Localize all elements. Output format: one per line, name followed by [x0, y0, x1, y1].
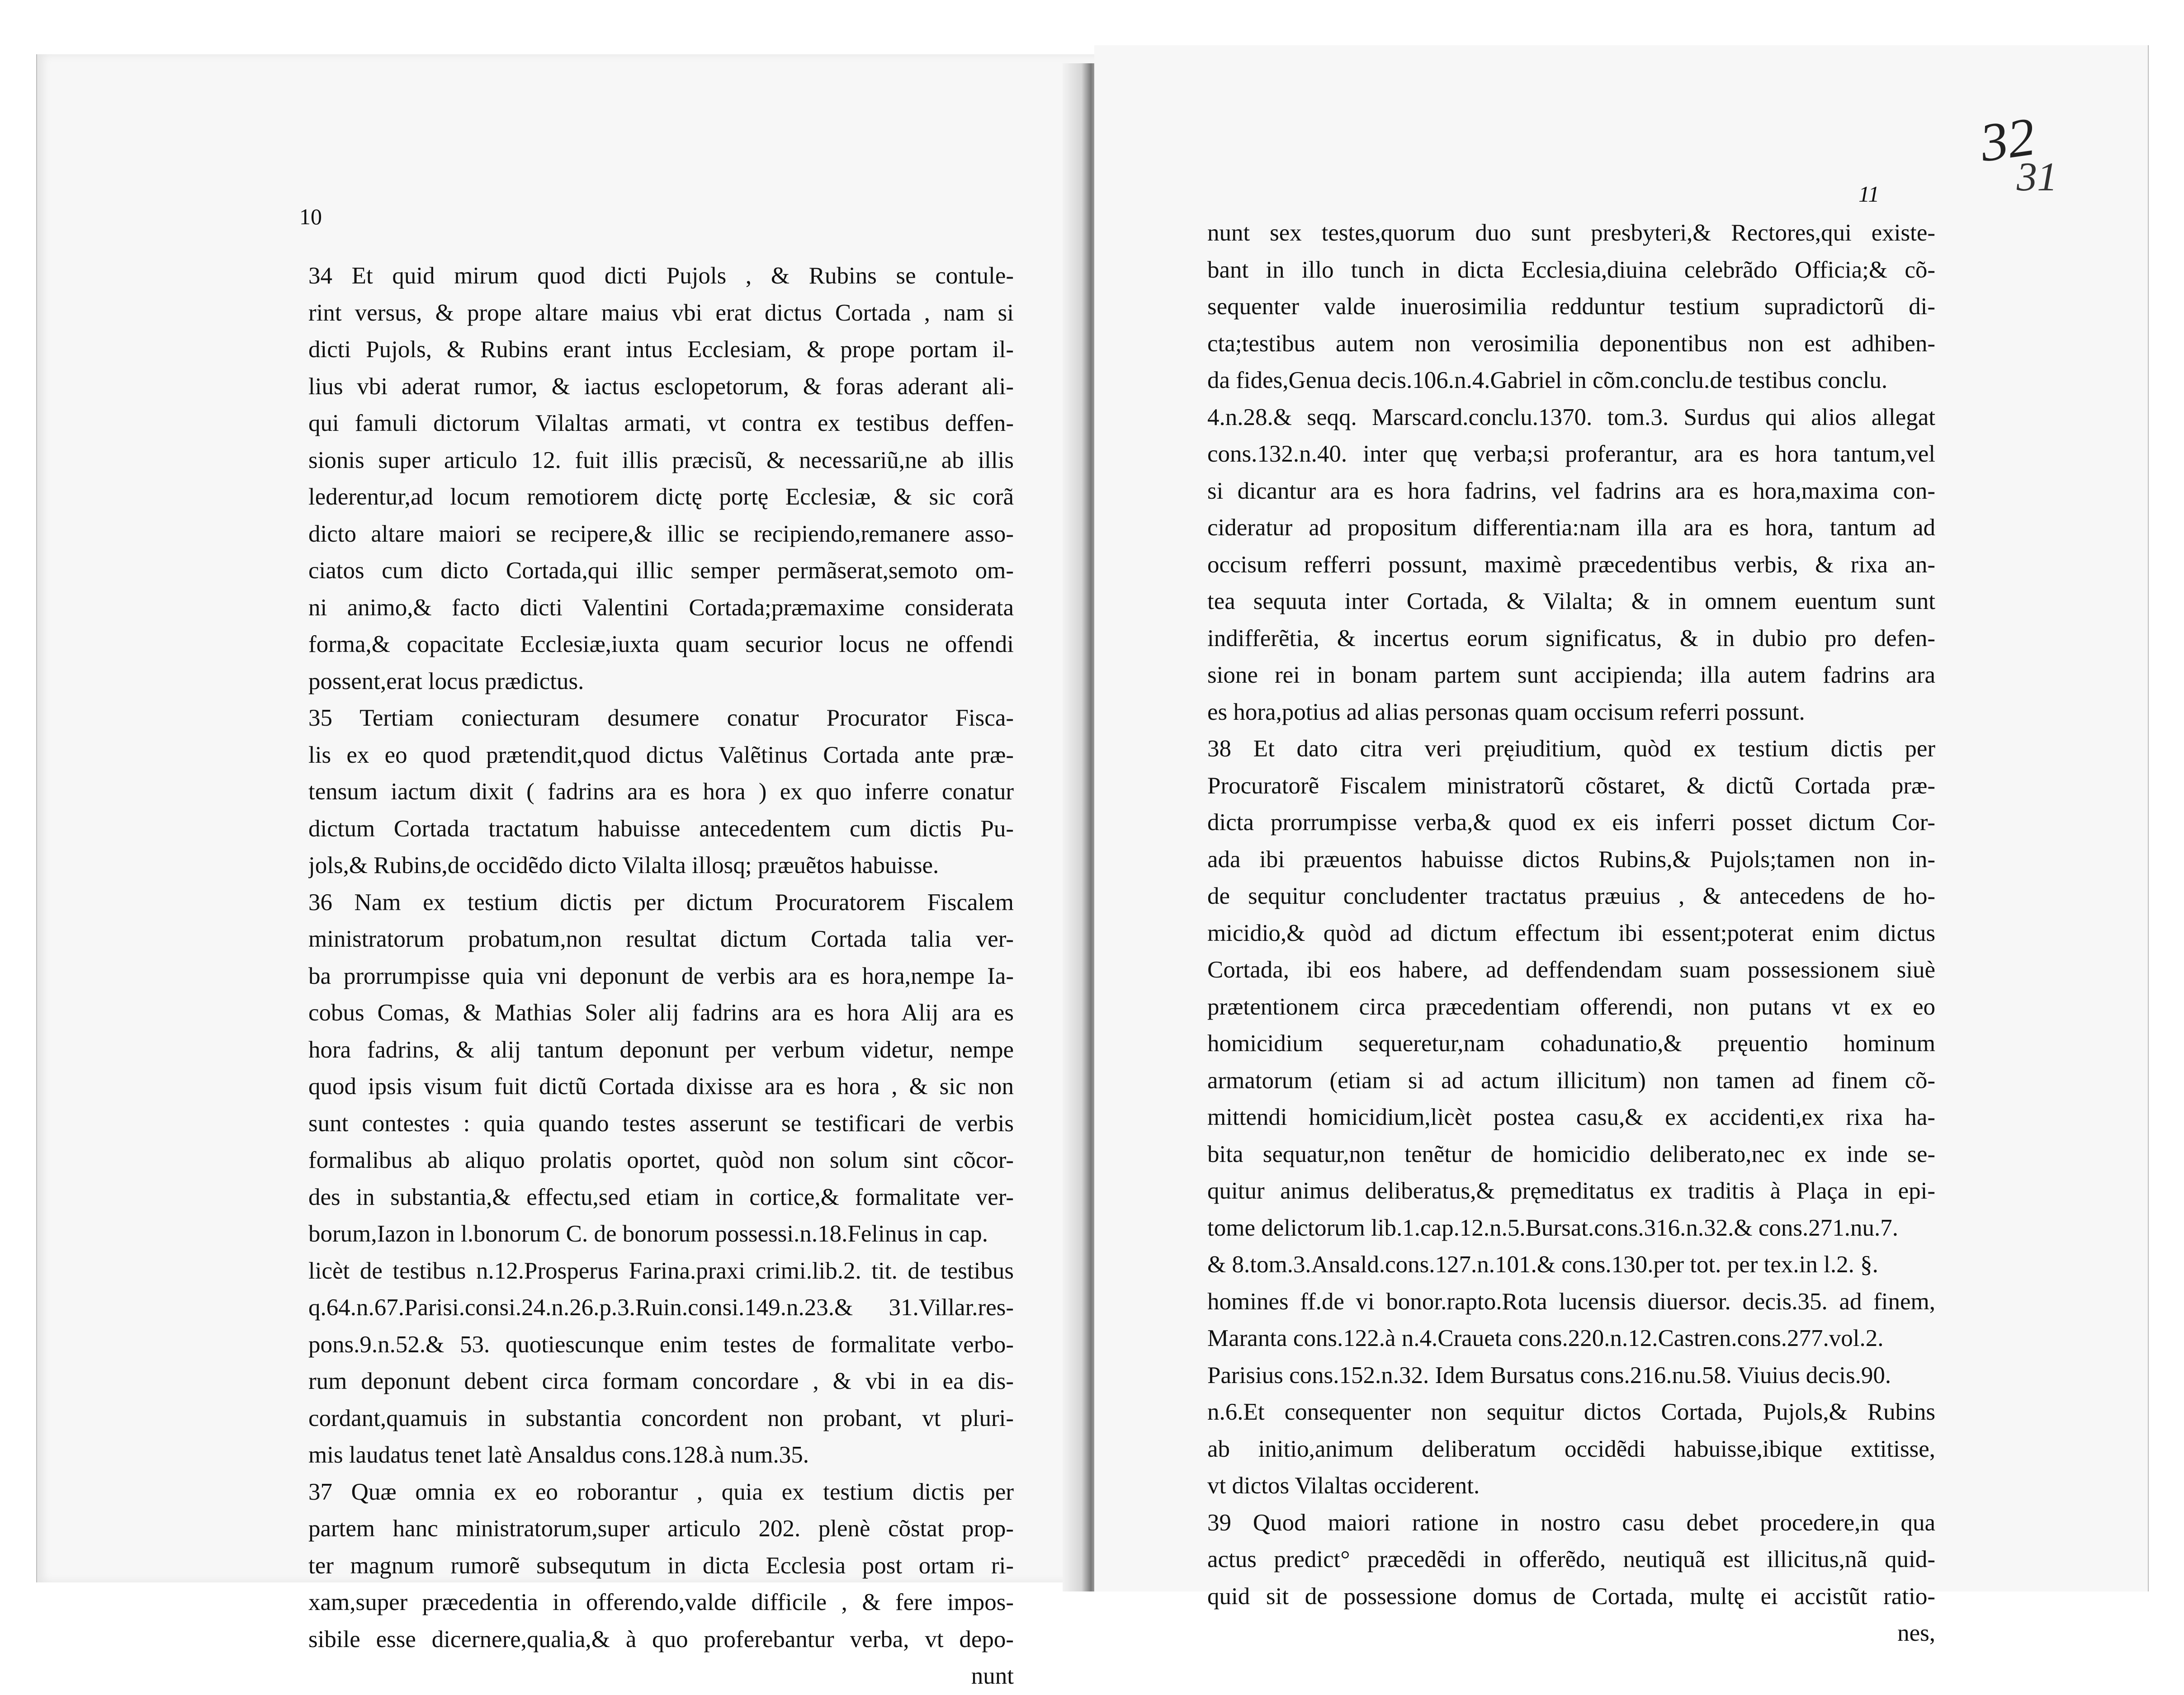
text-line: cons.132.n.40. inter quę verba;si proferantur, ara es hora tantum,vel [1207, 441, 1935, 467]
text-line: Procuratorẽ Fiscalem ministratorũ cõstaret, & dictũ Cortada præ- [1207, 772, 1935, 799]
text-line: homicidium sequeretur,nam cohadunatio,& pręuentio hominum [1207, 1030, 1935, 1057]
text-line: hora fadrins, & alij tantum deponunt per verbum videtur, nempe [308, 1036, 1014, 1063]
text-line: dicto altare maiori se recipere,& illic se recipiendo,remanere asso- [308, 520, 1014, 547]
text-line: homines ff.de vi bonor.rapto.Rota lucensis diuersor. decis.35. ad finem, [1207, 1288, 1935, 1315]
right-page [1094, 45, 2149, 1646]
text-line: forma,& copacitate Ecclesiæ,iuxta quam securior locus ne offendi [308, 631, 1014, 657]
text-line: 36 Nam ex testium dictis per dictum Procuratorem Fiscalem [308, 889, 1014, 916]
text-line: bant in illo tunch in dicta Ecclesia,diuina celebrãdo Officia;& cõ- [1207, 256, 1935, 283]
text-line: cobus Comas, & Mathias Soler alij fadrins ara es hora Alij ara es [308, 1000, 1014, 1026]
text-line: micidio,& quòd ad dictum effectum ibi essent;poterat enim dictus [1207, 920, 1935, 946]
text-line: xam,super præcedentia in offerendo,valde difficile , & fere impos- [308, 1589, 1014, 1615]
text-line: da fides,Genua decis.106.n.4.Gabriel in cõm.conclu.de testibus conclu. [1207, 367, 1888, 393]
text-line: 38 Et dato citra veri pręiuditium, quòd ex testium dictis per [1207, 736, 1935, 762]
text-line: des in substantia,& effectu,sed etiam in cortice,& formalitate ver- [308, 1184, 1014, 1210]
text-line: licèt de testibus n.12.Prosperus Farina.praxi crimi.lib.2. tit. de testibus [308, 1257, 1014, 1284]
text-line: lederentur,ad locum remotiorem dictę portę Ecclesiæ, & sic corã [308, 484, 1014, 510]
text-line: qui famuli dictorum Vilaltas armati, vt contra ex testibus deffen- [308, 410, 1014, 436]
handwritten-folio-number-corrected: 31 [2017, 155, 2057, 199]
text-line: indifferẽtia, & incertus eorum significatus, & in dubio pro defen- [1207, 625, 1935, 652]
text-line: sequenter valde inuerosimilia redduntur testium supradictorũ di- [1207, 293, 1935, 320]
text-line: nunt sex testes,quorum duo sunt presbyteri,& Rectores,qui existe- [1207, 220, 1935, 246]
text-line: ministratorum probatum,non resultat dictum Cortada talia ver- [308, 926, 1014, 952]
text-line: dicta prorrumpisse verba,& quod ex eis inferri posset dictum Cor- [1207, 809, 1935, 836]
left-page-text [308, 258, 1014, 1695]
text-line: 34 Et quid mirum quod dicti Pujols , & Rubins se contule- [308, 263, 1014, 289]
text-line: vt dictos Vilaltas occiderent. [1207, 1473, 1480, 1499]
text-line: dicti Pujols, & Rubins erant intus Ecclesiam, & prope portam il- [308, 336, 1014, 363]
text-line: de sequitur concludenter tractatus præuius , & antecedens de ho- [1207, 883, 1935, 909]
text-line: q.64.n.67.Parisi.consi.24.n.26.p.3.Ruin.consi.149.n.23.& 31.Villar.res- [308, 1294, 1014, 1321]
text-line: ni animo,& facto dicti Valentini Cortada;præmaxime considerata [308, 594, 1014, 621]
text-line: rint versus, & prope altare maius vbi erat dictus Cortada , nam si [308, 299, 1014, 326]
text-line: mittendi homicidium,licèt postea casu,& ex accidenti,ex rixa ha- [1207, 1104, 1935, 1130]
text-line: si dicantur ara es hora fadrins, vel fadrins ara es hora,maxima con- [1207, 477, 1935, 504]
text-line: n.6.Et consequenter non sequitur dictos Cortada, Pujols,& Rubins [1207, 1399, 1935, 1425]
text-line: nes, [1897, 1620, 1935, 1646]
text-line: tome delictorum lib.1.cap.12.n.5.Bursat.cons.316.n.32.& cons.271.nu.7. [1207, 1214, 1898, 1241]
text-line: borum,Iazon in l.bonorum C. de bonorum possessi.n.18.Felinus in cap. [308, 1221, 988, 1247]
text-line: & 8.tom.3.Ansald.cons.127.n.101.& cons.130.per tot. per tex.in l.2. §. [1207, 1251, 1878, 1278]
text-line: Parisius cons.152.n.32. Idem Bursatus cons.216.nu.58. Viuius decis.90. [1207, 1362, 1891, 1388]
text-line: ciatos cum dicto Cortada,qui illic semper permãserat,semoto om- [308, 557, 1014, 584]
text-line: dictum Cortada tractatum habuisse antecedentem cum dictis Pu- [308, 815, 1014, 842]
text-line: quitur animus deliberatus,& pręmeditatus ex traditis à Plaça in epi- [1207, 1178, 1935, 1204]
text-line: 39 Quod maiori ratione in nostro casu debet procedere,in qua [1207, 1509, 1935, 1536]
text-line: partem hanc ministratorum,super articulo 202. plenè cõstat prop- [308, 1516, 1014, 1542]
text-line: sionis super articulo 12. fuit illis præcisũ, & necessariũ,ne ab illis [308, 447, 1014, 473]
right-page-number: 11 [1858, 181, 1880, 207]
text-line: bita sequatur,non tenẽtur de homicidio deliberato,nec ex inde se- [1207, 1141, 1935, 1167]
left-page [36, 54, 1104, 1689]
text-line: es hora,potius ad alias personas quam occisum referri possunt. [1207, 699, 1805, 725]
text-line: 4.n.28.& seqq. Marscard.conclu.1370. tom.3. Surdus qui alios allegat [1207, 404, 1935, 430]
text-line: Cortada, ibi eos habere, ad deffendendam suam possessionem siuè [1207, 957, 1935, 983]
left-page-number: 10 [299, 204, 322, 229]
text-line: quid sit de possessione domus de Cortada, multę ei accistũt ratio- [1207, 1583, 1935, 1610]
text-line: lis ex eo quod prætendit,quod dictus Valẽtinus Cortada ante præ- [308, 741, 1014, 768]
text-line: 35 Tertiam coniecturam desumere conatur Procurator Fisca- [308, 705, 1014, 731]
text-line: formalibus ab aliquo prolatis oportet, quòd non solum sint cõcor- [308, 1147, 1014, 1173]
text-line: ab initio,animum deliberatum occidẽdi habuisse,ibique extitisse, [1207, 1435, 1935, 1462]
text-line: tea sequuta inter Cortada, & Vilalta; & in omnem euentum sunt [1207, 588, 1935, 614]
text-line: sibile esse dicernere,qualia,& à quo proferebantur verba, vt depo- [308, 1626, 1014, 1653]
text-line: Maranta cons.122.à n.4.Craueta cons.220.n.12.Castren.cons.277.vol.2. [1207, 1325, 1884, 1351]
right-page-text [1207, 215, 1935, 1652]
text-line: rum deponunt debent circa formam concordare , & vbi in ea dis- [308, 1368, 1014, 1394]
text-line: cta;testibus autem non verosimilia deponentibus non est adhiben- [1207, 330, 1935, 357]
text-line: ba prorrumpisse quia vni deponunt de verbis ara es hora,nempe Ia- [308, 963, 1014, 989]
text-line: sione rei in bonam partem sunt accipienda; illa autem fadrins ara [1207, 662, 1935, 688]
text-line: nunt [971, 1663, 1014, 1689]
text-line: tensum iactum dixit ( fadrins ara es hora ) ex quo inferre conatur [308, 779, 1014, 805]
text-line: 37 Quæ omnia ex eo roborantur , quia ex testium dictis per [308, 1478, 1014, 1505]
text-line: mis laudatus tenet latè Ansaldus cons.128.à num.35. [308, 1442, 809, 1468]
text-line: armatorum (etiam si ad actum illicitum) non tamen ad finem cõ- [1207, 1067, 1935, 1094]
text-line: sunt contestes : quia quando testes asserunt se testificari de verbis [308, 1110, 1014, 1137]
text-line: prætentionem circa præcedentiam offerendi, non putans vt ex eo [1207, 993, 1935, 1020]
text-line: ter magnum rumorẽ subsequtum in dicta Ecclesia post ortam ri- [308, 1552, 1014, 1579]
handwritten-folio-number: 32 [1976, 106, 2039, 173]
text-line: cideratur ad propositum differentia:nam illa ara es hora, tantum ad [1207, 515, 1935, 541]
text-line: actus predict° præcedẽdi in offerẽdo, neutiquã est illicitus,nã quid- [1207, 1546, 1935, 1572]
text-line: cordant,quamuis in substantia concordent non probant, vt pluri- [308, 1405, 1014, 1431]
text-line: lius vbi aderat rumor, & iactus esclopetorum, & foras aderant ali- [308, 373, 1014, 400]
text-line: possent,erat locus prædictus. [308, 668, 584, 694]
text-line: ada ibi præuentos habuisse dictos Rubins,& Pujols;tamen non in- [1207, 846, 1935, 873]
text-line: quod ipsis visum fuit dictũ Cortada dixisse ara es hora , & sic non [308, 1073, 1014, 1100]
text-line: jols,& Rubins,de occidẽdo dicto Vilalta illosq; præuẽtos habuisse. [308, 852, 939, 878]
text-line: occisum refferri possunt, maximè præcedentibus verbis, & rixa an- [1207, 551, 1935, 578]
text-line: pons.9.n.52.& 53. quotiescunque enim testes de formalitate verbo- [308, 1331, 1014, 1358]
